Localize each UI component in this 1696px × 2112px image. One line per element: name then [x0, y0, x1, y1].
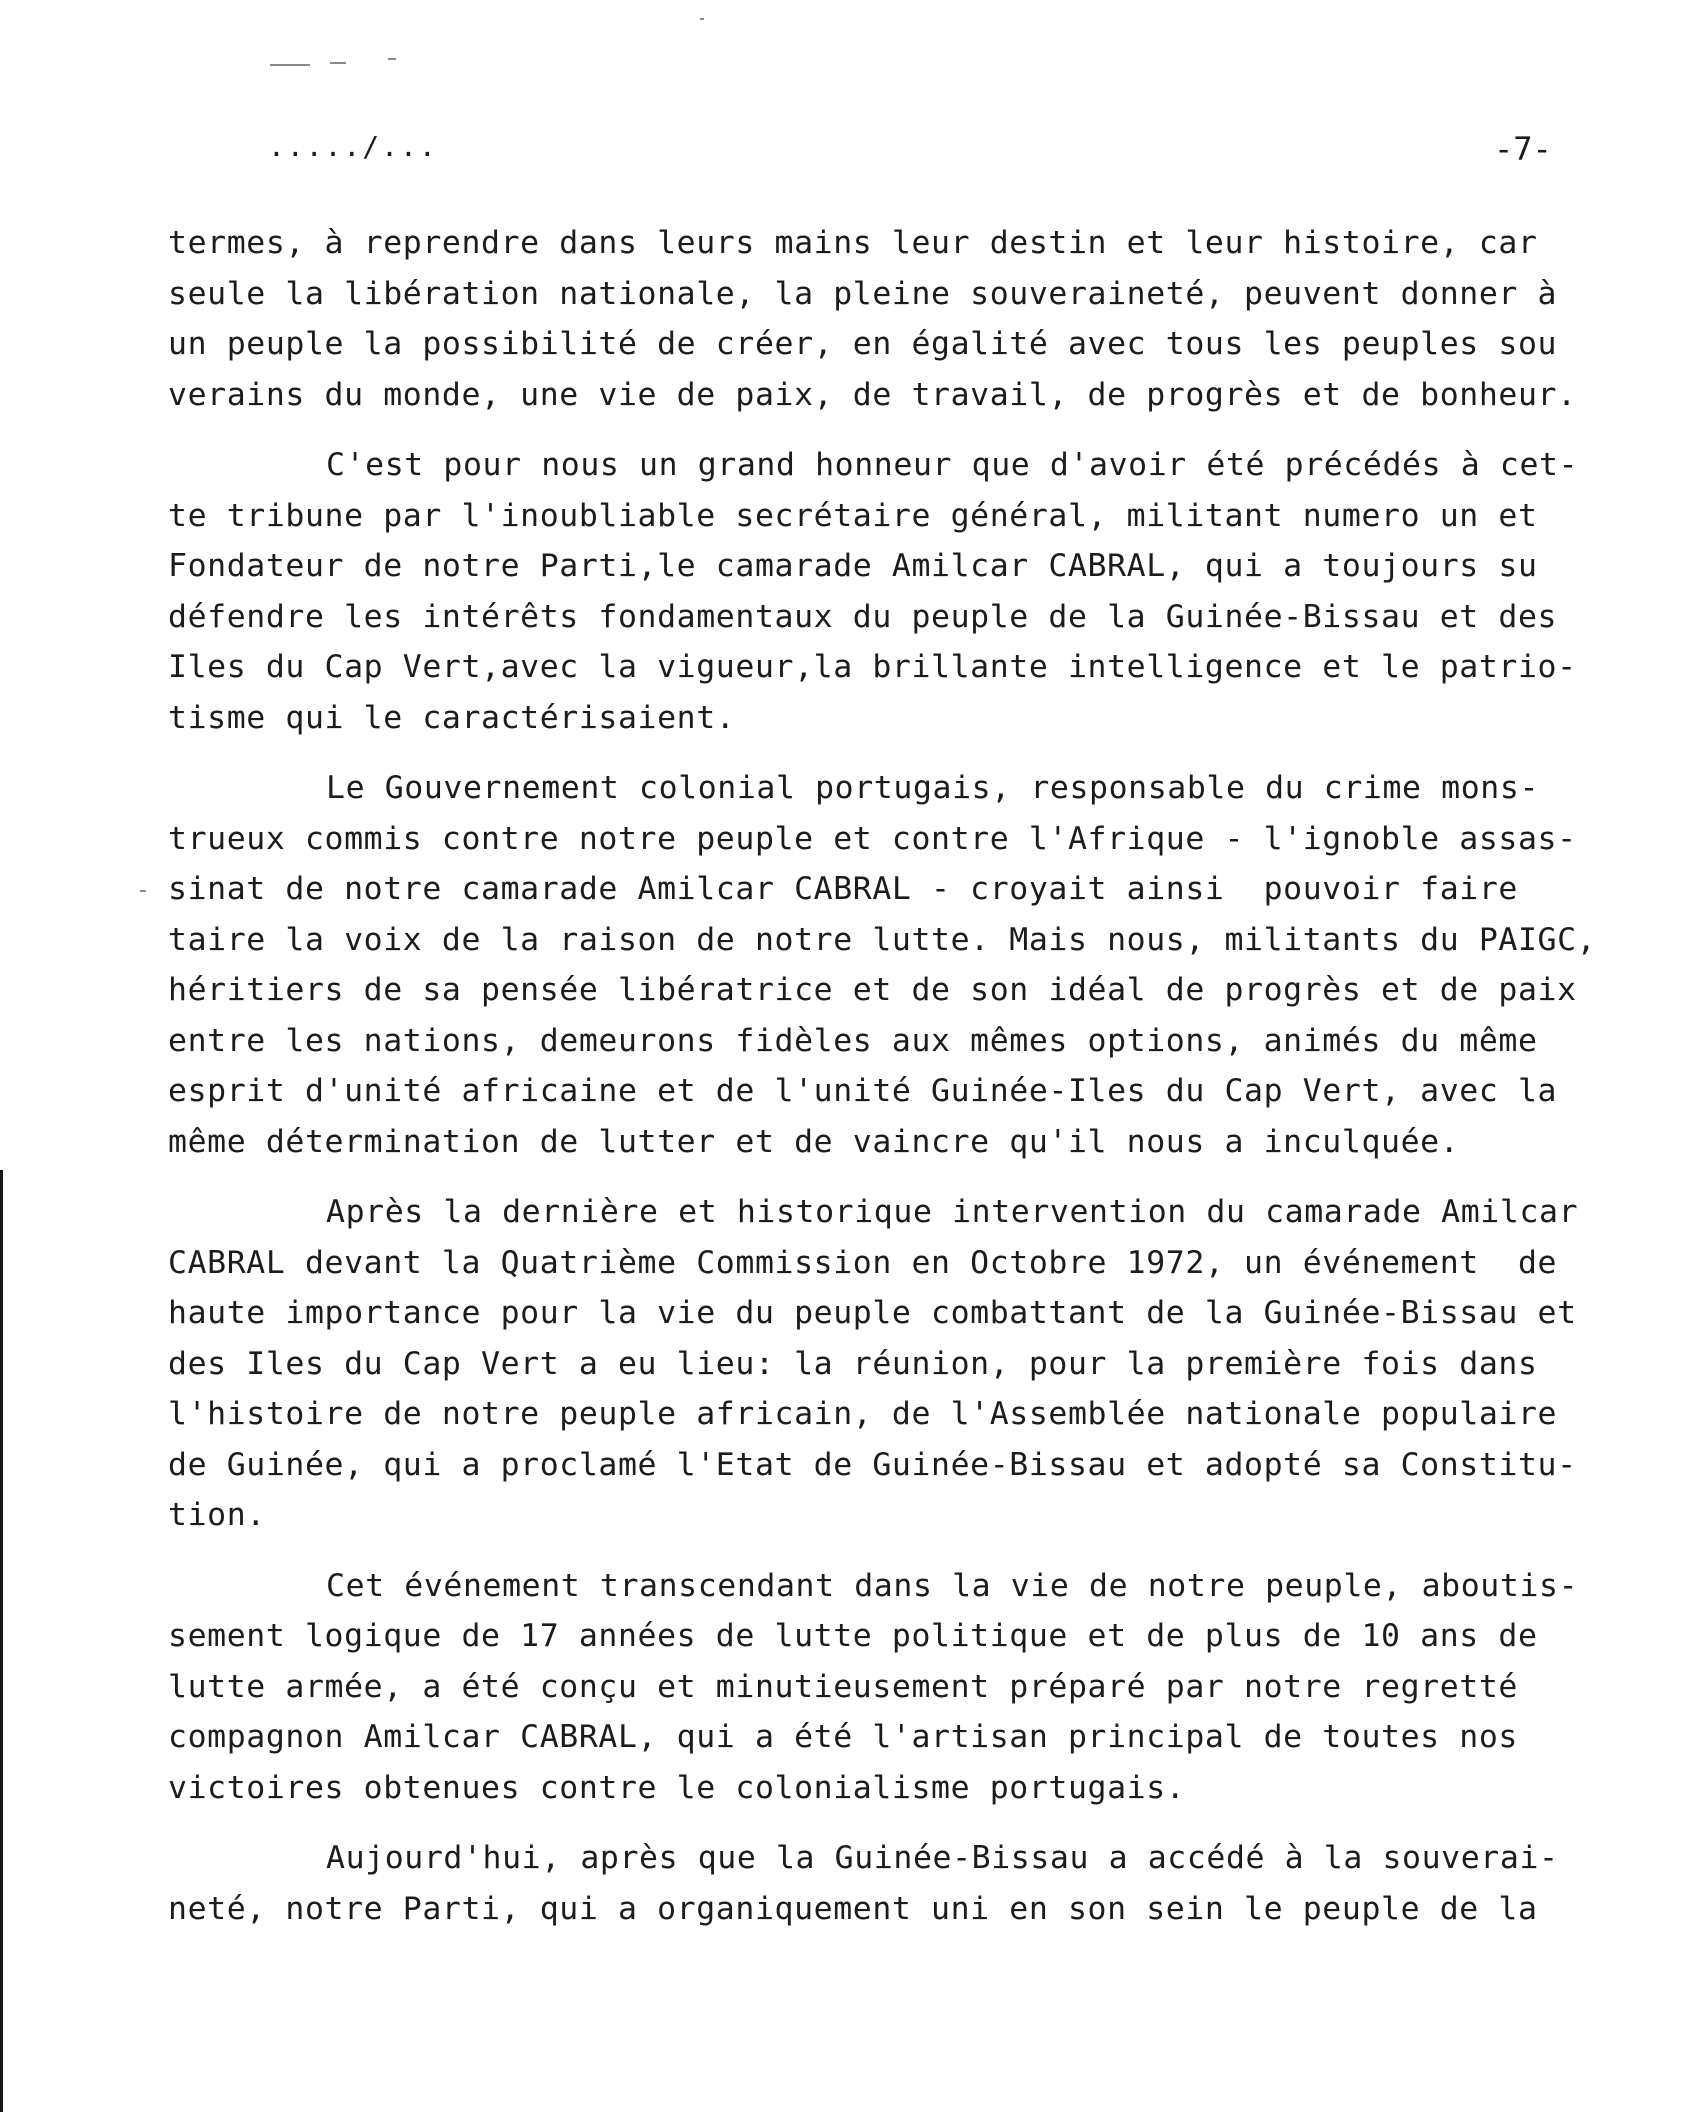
continuation-marker: ...../... [268, 130, 438, 163]
body-text [168, 218, 1628, 1934]
text-line: taire la voix de la raison de notre lutte. Mais nous, militants du PAIGC, [168, 921, 1597, 958]
paragraph-gap [168, 743, 1628, 763]
paragraph-gap [168, 420, 1628, 440]
text-line: entre les nations, demeurons fidèles aux mêmes options, animés du même [168, 1022, 1538, 1059]
paragraph [168, 1187, 1628, 1541]
text-line: haute importance pour la vie du peuple combattant de la Guinée-Bissau et [168, 1295, 1577, 1331]
text-line: seule la libération nationale, la pleine souveraineté, peuvent donner à [168, 275, 1558, 312]
text-line: tisme qui le caractérisaient. [168, 699, 736, 736]
text-line: héritiers de sa pensée libératrice et de son idéal de progrès et de paix [168, 972, 1577, 1008]
scan-speck [270, 64, 310, 66]
text-line: C'est pour nous un grand honneur que d'avoir été précédés à cet- [326, 447, 1579, 483]
scan-speck [330, 62, 346, 64]
text-line: Le Gouvernement colonial portugais, responsable du crime mons- [326, 770, 1540, 806]
text-line: Fondateur de notre Parti,le camarade Amilcar CABRAL, qui a toujours su [168, 548, 1538, 584]
text-line: même détermination de lutter et de vaincre qu'il nous a inculquée. [168, 1123, 1460, 1160]
text-line: CABRAL devant la Quatrième Commission en Octobre 1972, un événement de [168, 1244, 1558, 1281]
paragraph-gap [168, 1813, 1628, 1833]
text-line: un peuple la possibilité de créer, en égalité avec tous les peuples sou [168, 326, 1558, 362]
paragraph [168, 1561, 1628, 1814]
text-line: Après la dernière et historique intervention du camarade Amilcar [326, 1194, 1579, 1230]
text-line: tion. [168, 1497, 266, 1533]
text-line: défendre les intérêts fondamentaux du peuple de la Guinée-Bissau et des [168, 598, 1558, 635]
text-line: trueux commis contre notre peuple et contre l'Afrique - l'ignoble assas- [168, 820, 1577, 857]
text-line: verains du monde, une vie de paix, de travail, de progrès et de bonheur. [168, 376, 1577, 413]
text-line: l'histoire de notre peuple africain, de l'Assemblée nationale populaire [168, 1396, 1558, 1432]
text-line: de Guinée, qui a proclamé l'Etat de Guinée-Bissau et adopté sa Constitu- [168, 1446, 1577, 1483]
text-line: te tribune par l'inoubliable secrétaire général, militant numero un et [168, 497, 1538, 534]
text-line: Cet événement transcendant dans la vie de notre peuple, aboutis- [326, 1567, 1579, 1604]
page-edge-rule [0, 1170, 3, 2112]
text-line: sement logique de 17 années de lutte politique et de plus de 10 ans de [168, 1618, 1538, 1654]
paragraph [168, 1833, 1628, 1934]
text-line: Iles du Cap Vert,avec la vigueur,la brillante intelligence et le patrio- [168, 649, 1577, 685]
text-line: compagnon Amilcar CABRAL, qui a été l'artisan principal de toutes nos [168, 1719, 1518, 1755]
text-line: lutte armée, a été conçu et minutieusement préparé par notre regretté [168, 1668, 1518, 1705]
text-line: neté, notre Parti, qui a organiquement uni en son sein le peuple de la [168, 1890, 1538, 1927]
paragraph [168, 763, 1628, 1167]
scan-speck [140, 890, 146, 892]
text-line: sinat de notre camarade Amilcar CABRAL - croyait ainsi pouvoir faire [168, 871, 1518, 907]
scan-speck [388, 58, 396, 60]
text-line: termes, à reprendre dans leurs mains leur destin et leur histoire, car [168, 225, 1538, 261]
page-number: -7- [1494, 130, 1552, 168]
paragraph [168, 218, 1628, 420]
text-line: Aujourd'hui, après que la Guinée-Bissau a accédé à la souverai- [326, 1840, 1559, 1876]
scan-speck [700, 18, 704, 20]
paragraph-gap [168, 1167, 1628, 1187]
paragraph [168, 440, 1628, 743]
paragraph-gap [168, 1541, 1628, 1561]
text-line: victoires obtenues contre le colonialisme portugais. [168, 1769, 1186, 1806]
text-line: esprit d'unité africaine et de l'unité Guinée-Iles du Cap Vert, avec la [168, 1073, 1558, 1109]
text-line: des Iles du Cap Vert a eu lieu: la réunion, pour la première fois dans [168, 1345, 1538, 1382]
